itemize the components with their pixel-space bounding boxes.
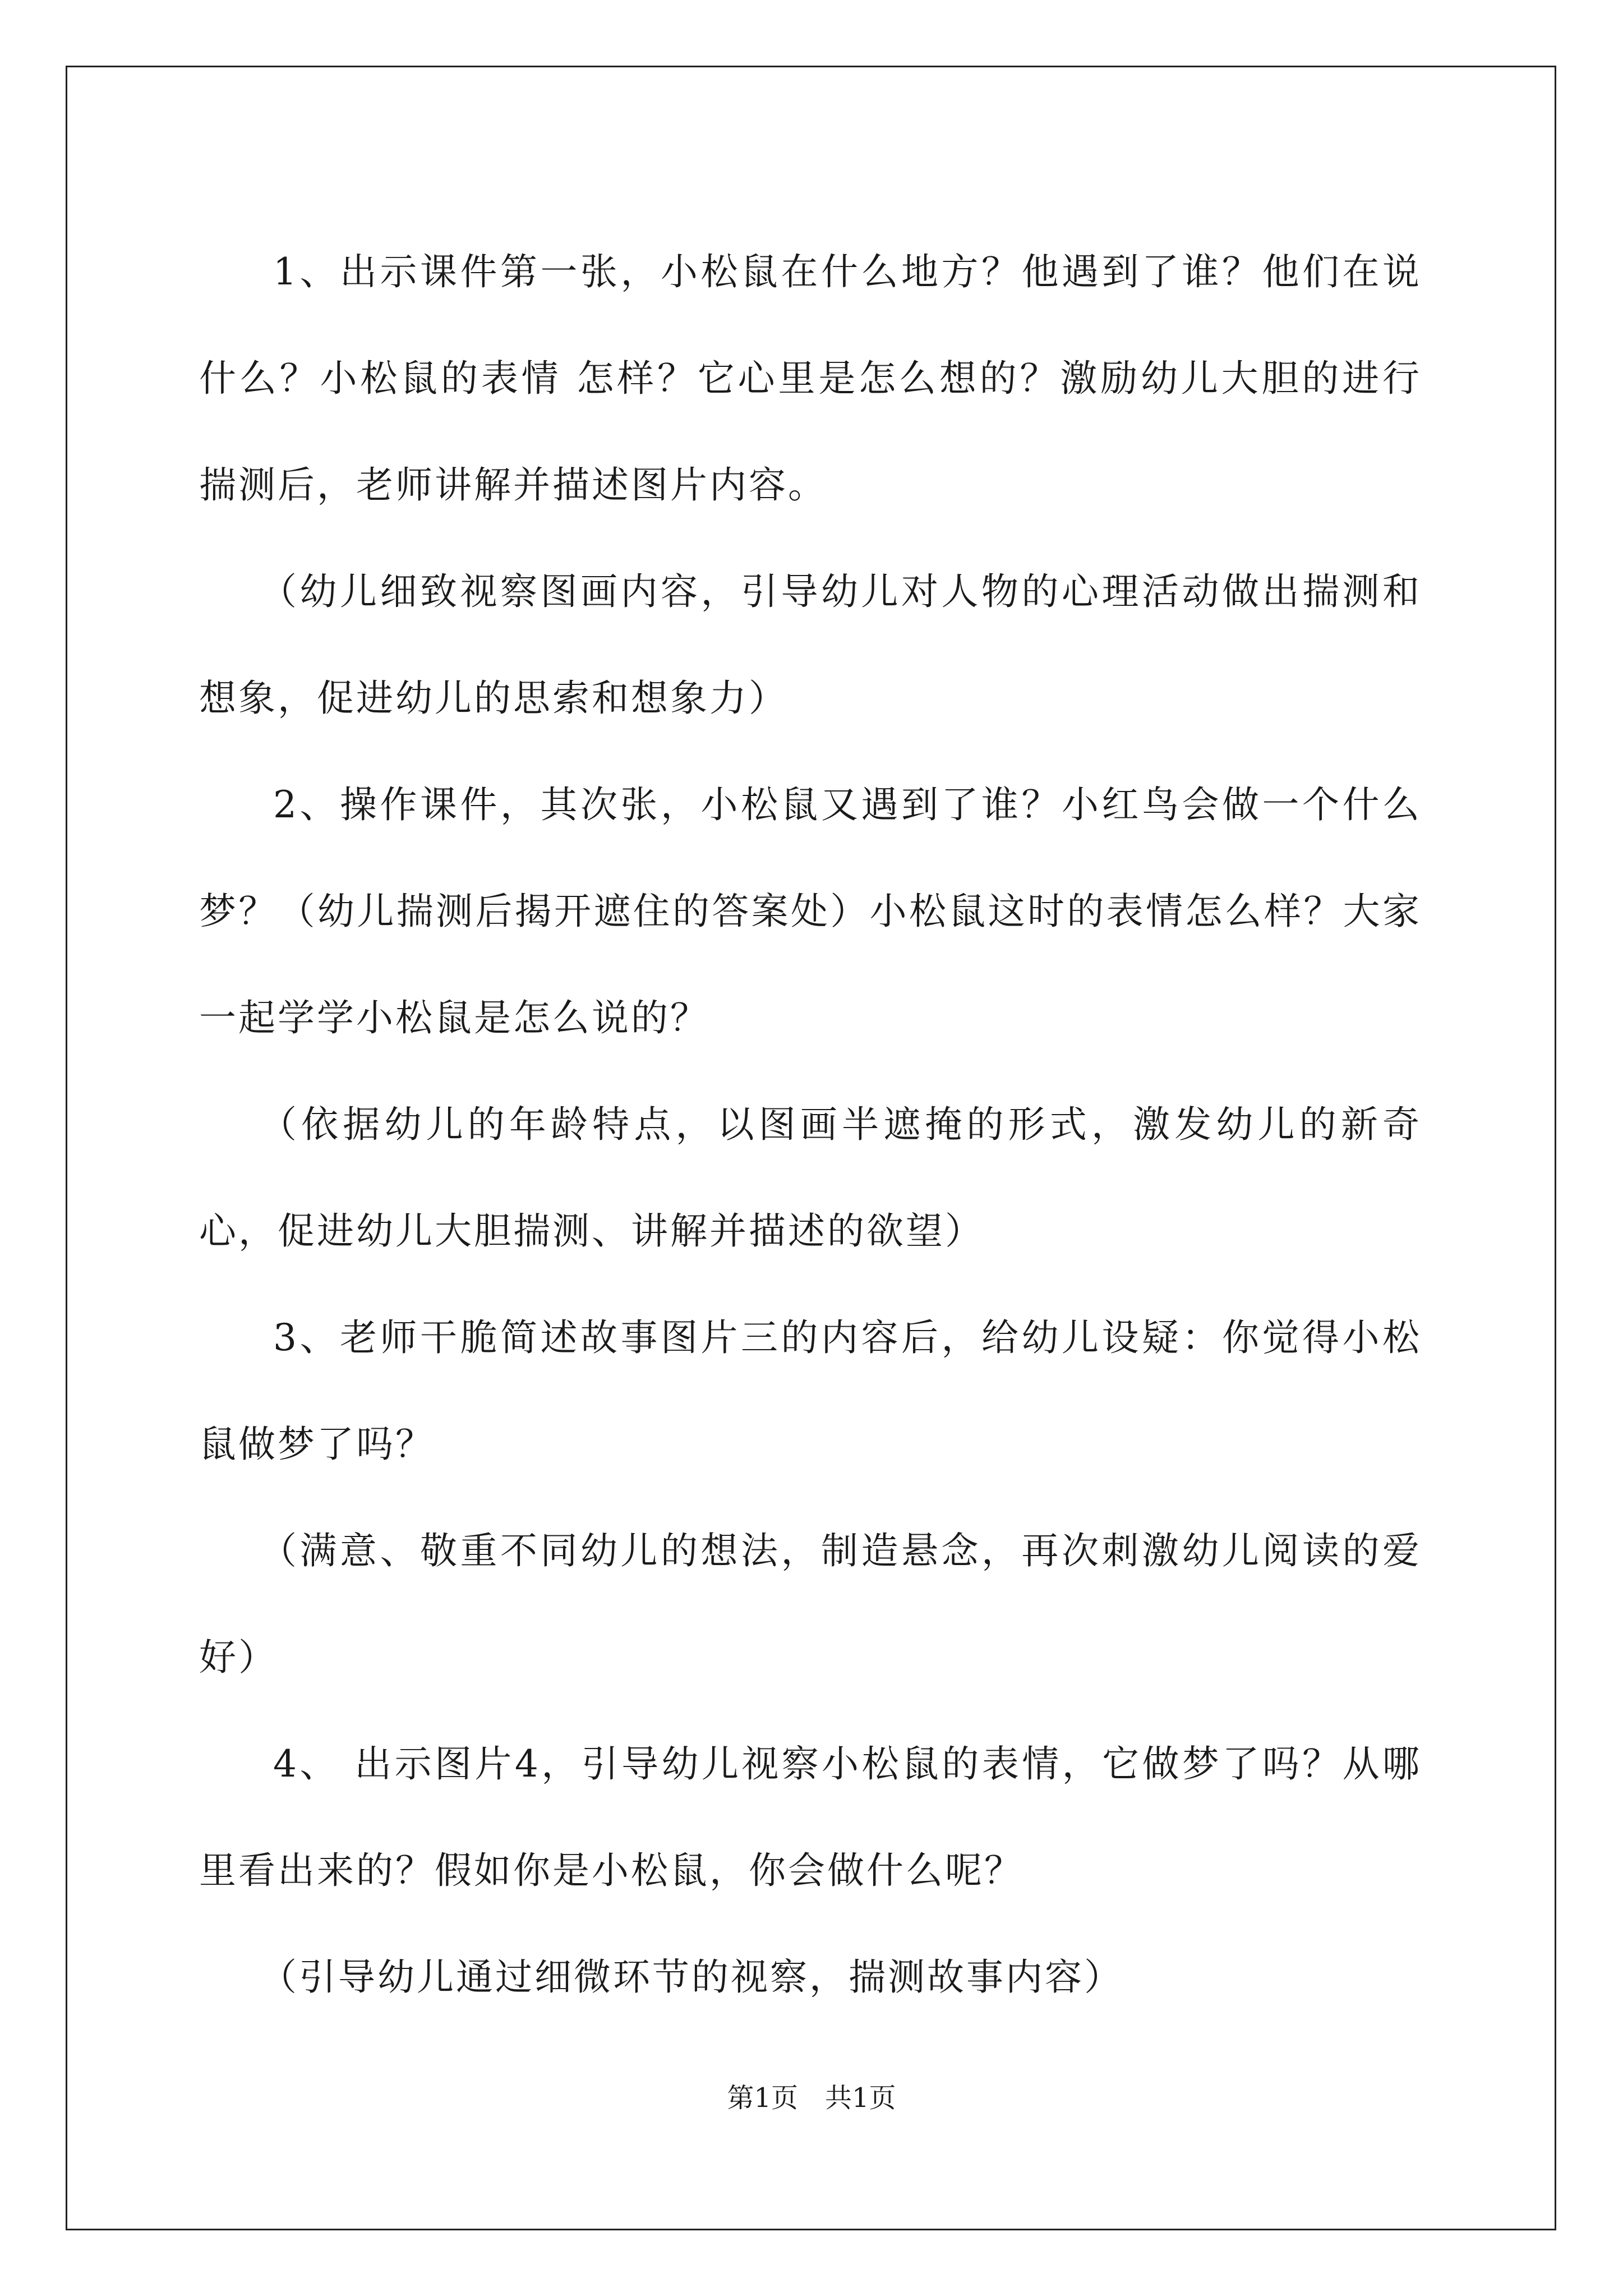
paragraph-note-4: （引导幼儿通过细微环节的视察，揣测故事内容）: [260, 1955, 1123, 1999]
document-body: [199, 219, 1422, 2031]
paragraph-note-1: （幼儿细致视察图画内容，引导幼儿对人物的心理活动做出揣测和想象，促进幼儿的思索和想象力）: [199, 570, 1422, 720]
page-number-footer: 第1页 共1页: [727, 2082, 896, 2114]
paragraph-note-3: （满意、敬重不同幼儿的想法，制造悬念，再次刺激幼儿阅读的爱好）: [199, 1529, 1422, 1679]
paragraph-step-4: 4、 出示图片4，引导幼儿视察小松鼠的表情，它做梦了吗？从哪里看出来的？假如你是小松鼠，你会做什么呢？: [199, 1742, 1422, 1892]
paragraph-note-2: （依据幼儿的年龄特点，以图画半遮掩的形式，激发幼儿的新奇心，促进幼儿大胆揣测、讲解并描述的欲望）: [199, 1103, 1422, 1253]
paragraph-step-1: 1、出示课件第一张，小松鼠在什么地方？他遇到了谁？他们在说什么？小松鼠的表情 怎样？它心里是怎么想的？激励幼儿大胆的进行揣测后，老师讲解并描述图片内容。: [199, 250, 1422, 507]
paragraph-step-3: 3、老师干脆简述故事图片三的内容后，给幼儿设疑：你觉得小松鼠做梦了吗？: [199, 1316, 1422, 1466]
paragraph-step-2: 2、操作课件，其次张，小松鼠又遇到了谁？小红鸟会做一个什么梦？（幼儿揣测后揭开遮住的答案处）小松鼠这时的表情怎么样？大家一起学学小松鼠是怎么说的？: [199, 783, 1422, 1039]
